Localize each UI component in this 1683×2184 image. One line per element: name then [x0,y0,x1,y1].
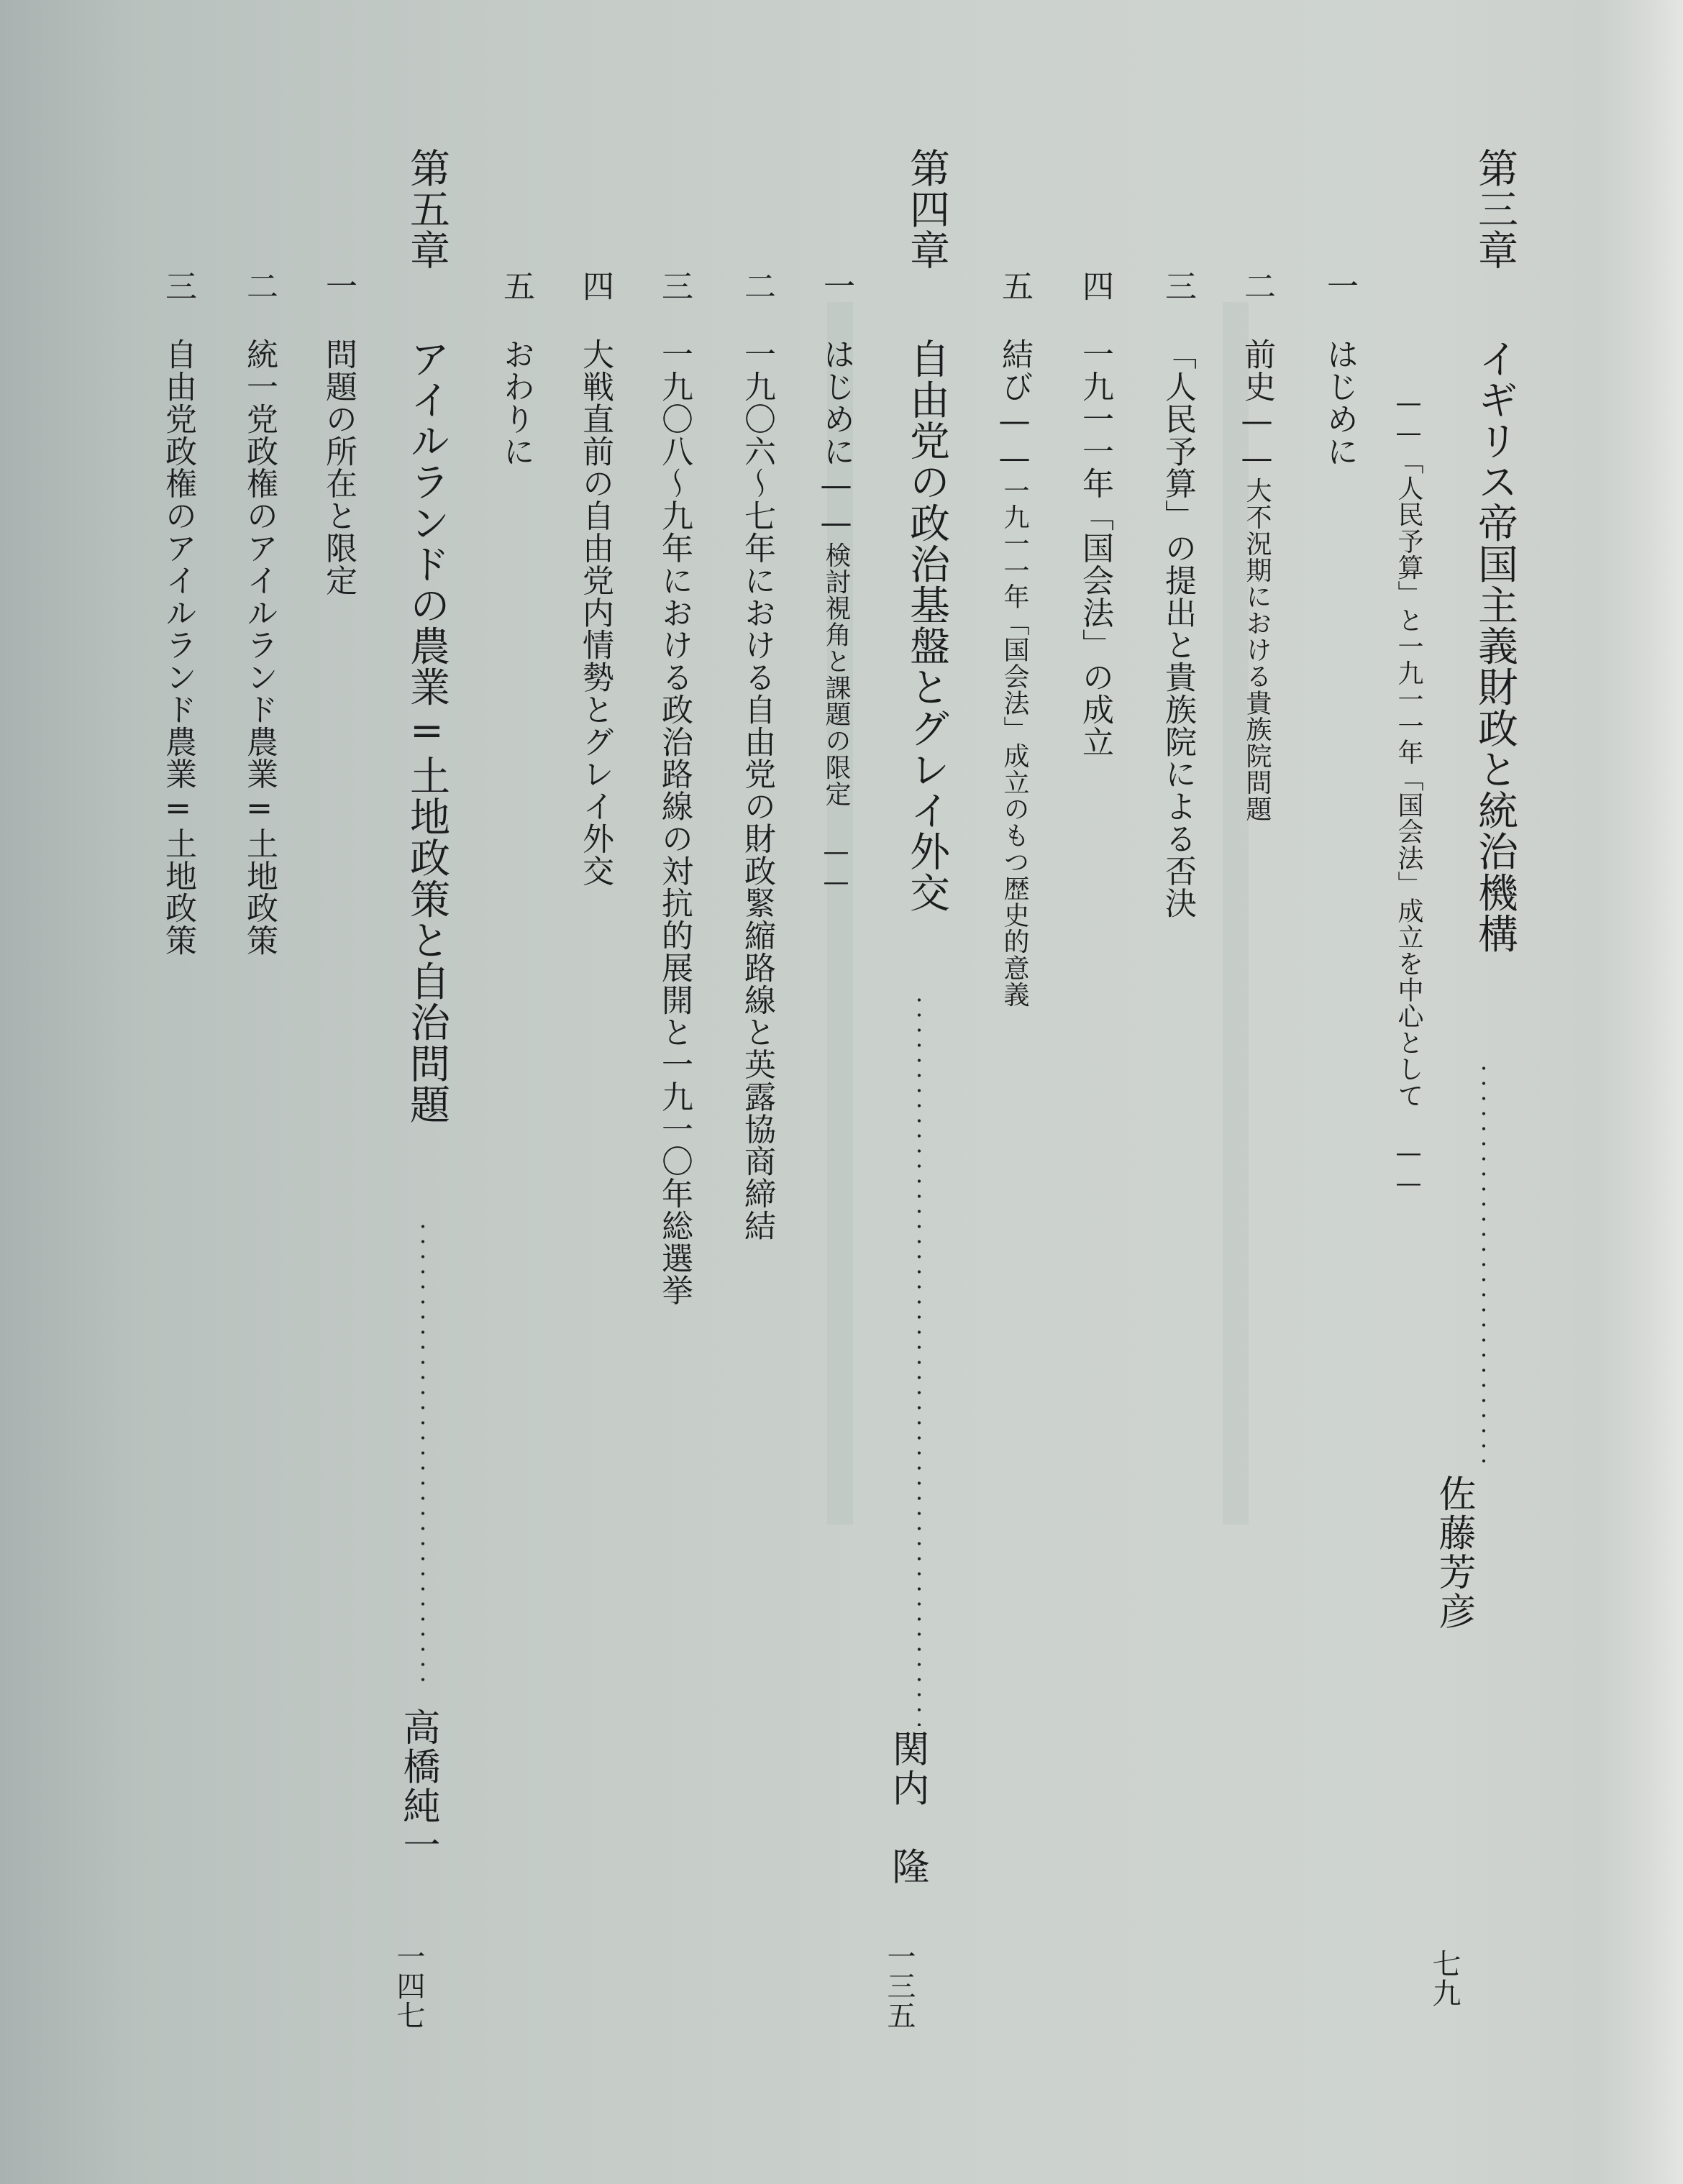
ch3-section-3-title: 「人民予算」の提出と貴族院による否決 [1159,338,1196,919]
ch5-section-3-number: 三 [160,270,196,302]
ch4-section-3-title: 一九〇八～九年における政治路線の対抗的展開と一九一〇年総選挙 [656,338,693,1307]
chapter-5-author: 高橋純一 [396,1708,439,1865]
chapter-4-leader-dots [917,992,921,1726]
chapter-4-author: 関内 隆 [885,1730,929,1887]
ch4-section-4-number: 四 [577,270,614,302]
chapter-3-label: 第三章 [1472,147,1518,271]
ch4-section-1-number: 一 [818,270,854,302]
chapter-3-title: イギリス帝国主義財政と統治機構 [1472,338,1518,954]
chapter-5-page-number: 一四七 [392,1942,425,2030]
ch3-section-4-title: 一九一一年「国会法」の成立 [1077,338,1113,758]
ch4-section-2-title: 一九〇六～七年における自由党の財政緊縮路線と英露協商締結 [739,338,775,1242]
chapter-4-title: 自由党の政治基盤とグレイ外交 [903,338,950,913]
chapter-3-page-number: 七九 [1428,1949,1461,2008]
ch3-section-1-title: はじめに [1321,338,1358,467]
ch3-section-1-number: 一 [1321,270,1358,302]
ch5-section-2-title: 統一党政権のアイルランド農業=土地政策 [241,338,278,956]
ch4-section-4-title: 大戦直前の自由党内情勢とグレイ外交 [577,338,614,887]
ch5-section-1-number: 一 [320,270,357,302]
chapter-3-subtitle: ——「人民予算」と一九一一年「国会法」成立を中心として —— [1394,388,1423,1199]
chapter-5-label: 第五章 [403,147,450,271]
ch4-section-1-title: はじめに——検討視角と課題の限定 —— [818,338,854,897]
ch3-section-2-title: 前史——大不況期における貴族院問題 [1239,338,1275,822]
ch4-section-5-number: 五 [498,270,534,302]
chapter-3-leader-dots [1482,1061,1486,1463]
chapter-4-label: 第四章 [903,147,950,271]
ch4-section-5-title: おわりに [498,338,534,467]
ch3-section-2-number: 二 [1239,270,1275,302]
ch3-section-5-title: 結び——一九一一年「国会法」成立のもつ歴史的意義 [996,338,1033,1008]
chapter-5-leader-dots [421,1219,425,1686]
ch5-section-2-number: 二 [241,270,278,302]
chapter-5-title: アイルランドの農業=土地政策と自治問題 [403,338,450,1125]
chapter-3-author: 佐藤芳彦 [1432,1474,1475,1632]
chapter-4-page-number: 一三五 [882,1942,916,2030]
ch3-section-5-number: 五 [996,270,1033,302]
page-edge-shadow [1597,0,1683,2184]
ch4-section-3-number: 三 [656,270,693,302]
ch5-section-1-title: 問題の所在と限定 [320,338,357,597]
ch5-section-3-title: 自由党政権のアイルランド農業=土地政策 [160,338,196,956]
ch3-section-3-number: 三 [1159,270,1196,302]
ch3-section-4-number: 四 [1077,270,1113,302]
ch4-section-2-number: 二 [739,270,775,302]
